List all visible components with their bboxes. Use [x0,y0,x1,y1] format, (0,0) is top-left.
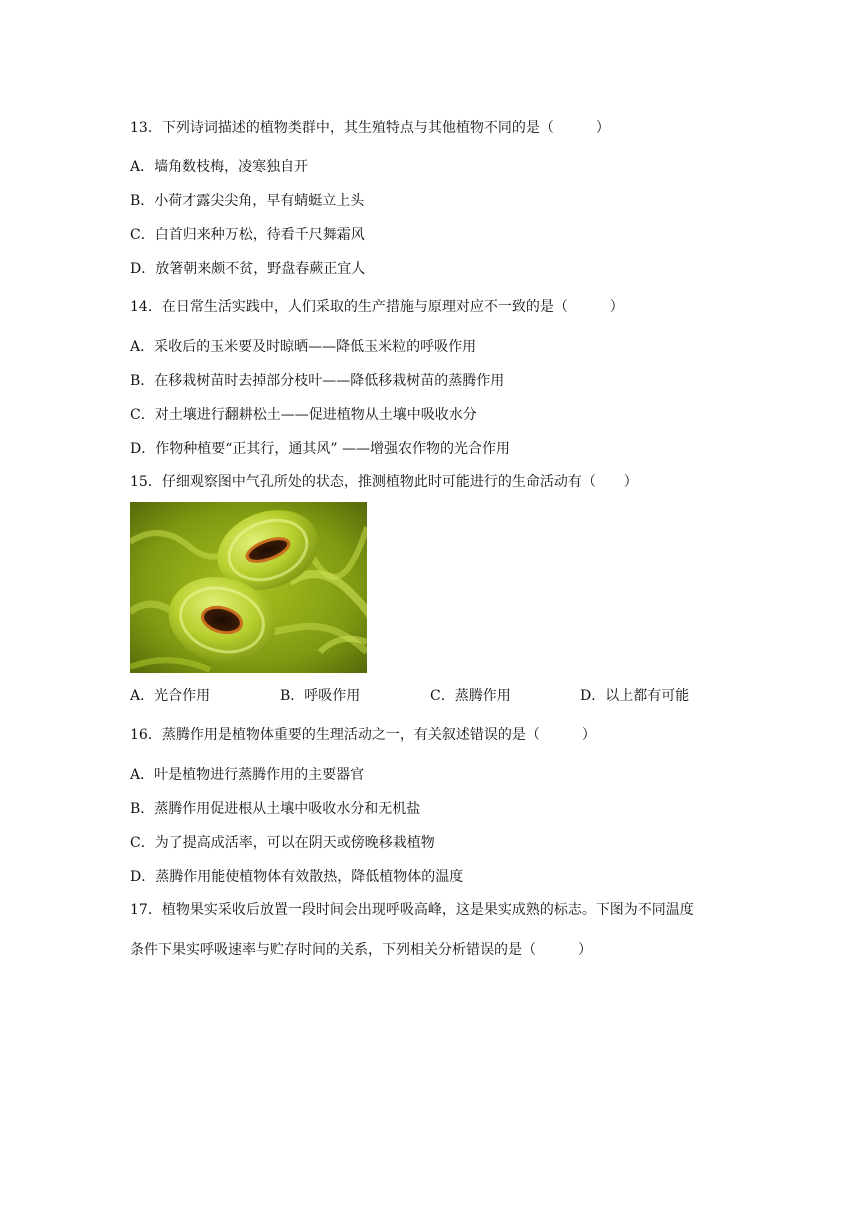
question-13-option-b: B．小荷才露尖尖角，早有蜻蜓立上头 [130,193,365,209]
question-16-option-d: D．蒸腾作用能使植物体有效散热，降低植物体的温度 [130,869,464,885]
question-13-option-c: C．白首归来种万松，待看千尺舞霜风 [130,227,365,243]
question-15-option-c: C．蒸腾作用 [430,688,511,704]
question-15-options [130,685,750,705]
question-13-option-d: D．放箸朝来颇不贫，野盘春蕨正宜人 [130,261,366,277]
question-13-option-a: A．墙角数枝梅，凌寒独自开 [130,159,309,175]
question-14-option-c: C．对土壤进行翻耕松土——促进植物从土壤中吸收水分 [130,407,477,423]
question-17-stem-line2: 条件下果实呼吸速率与贮存时间的关系，下列相关分析错误的是（ ） [130,942,592,958]
question-15-stem: 15．仔细观察图中气孔所处的状态，推测植物此时可能进行的生命活动有（ ） [130,474,638,490]
question-14-option-a: A．采收后的玉米要及时晾晒——降低玉米粒的呼吸作用 [130,339,477,355]
question-14-option-b: B．在移栽树苗时去掉部分枝叶——降低移栽树苗的蒸腾作用 [130,373,505,389]
question-16-stem: 16．蒸腾作用是植物体重要的生理活动之一，有关叙述错误的是（ ） [130,727,596,743]
question-16-option-b: B．蒸腾作用促进根从土壤中吸收水分和无机盐 [130,801,421,817]
question-15-option-a: A．光合作用 [130,688,211,704]
question-17-stem-line1: 17．植物果实采收后放置一段时间会出现呼吸高峰，这是果实成熟的标志。下图为不同温度 [130,902,694,918]
question-14-option-d: D．作物种植要“正其行，通其风” ——增强农作物的光合作用 [130,441,510,457]
stomata-micrograph [130,502,367,673]
question-16-option-c: C．为了提高成活率，可以在阴天或傍晚移栽植物 [130,835,435,851]
question-14-stem: 14．在日常生活实践中，人们采取的生产措施与原理对应不一致的是（ ） [130,299,624,315]
question-16-option-a: A．叶是植物进行蒸腾作用的主要器官 [130,767,365,783]
question-15-option-b: B．呼吸作用 [280,688,361,704]
question-15-option-d: D．以上都有可能 [580,688,690,704]
question-13-stem: 13．下列诗词描述的植物类群中，其生殖特点与其他植物不同的是（ ） [130,120,610,136]
